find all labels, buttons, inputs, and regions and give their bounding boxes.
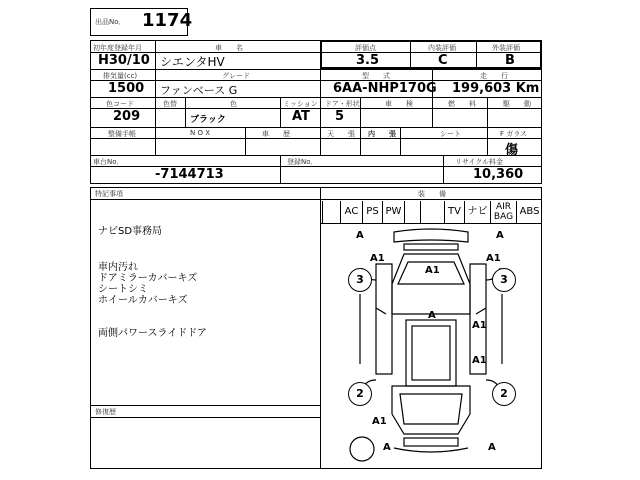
car-name-label: 車 名 (215, 44, 243, 52)
lot-label: 出品No． (95, 18, 126, 26)
wheel-rear-right: 2 (492, 382, 516, 406)
inspection-label: 車 検 (385, 100, 413, 108)
equip-airbag: AIR BAG (490, 201, 516, 223)
color-code-label: 色コード (106, 100, 134, 108)
mission: AT (292, 109, 310, 124)
damage-mark: A (383, 442, 391, 453)
color-label: 色 (230, 100, 237, 108)
wheel-front-left: 3 (348, 268, 372, 292)
score-label: 評価点 (355, 44, 376, 52)
damage-mark: A (356, 230, 364, 241)
reg-year-label: 初年度登録年月 (93, 44, 142, 52)
equip-pw: PW (382, 201, 404, 223)
grade: ファンベース G (160, 84, 238, 97)
glass: 傷 (505, 143, 519, 158)
damage-mark: A1 (486, 253, 501, 264)
equip-ps: PS (362, 201, 382, 223)
reg-year: H30/10 (98, 53, 150, 68)
chassis: -7144713 (155, 167, 224, 182)
maint-label: 整備手帳 (108, 130, 136, 138)
lot-number: 1174 (142, 10, 193, 31)
model-label: 型 式 (362, 72, 390, 80)
equip-ac: AC (340, 201, 362, 223)
inner-label: 内 張 (368, 130, 396, 138)
damage-mark: A1 (372, 416, 387, 427)
equip-navi: ナビ (464, 201, 490, 223)
damage-mark: A (496, 230, 504, 241)
interior-grade: C (438, 53, 448, 68)
damage-mark: A (488, 442, 496, 453)
note-line: 両側パワースライドドア (98, 328, 207, 339)
drive-label: 駆 動 (503, 100, 531, 108)
mileage-label: 走 行 (480, 72, 508, 80)
equip-tv: TV (444, 201, 464, 223)
damage-mark: A1 (425, 265, 440, 276)
model: 6AA-NHP170G (333, 81, 437, 96)
nox-label: N O X (190, 129, 210, 137)
doors: 5 (335, 109, 345, 124)
equipment-label: 装 備 (418, 190, 446, 198)
recycle: 10,360 (473, 167, 524, 182)
recycle-label: リサイクル料金 (455, 158, 504, 166)
displacement-label: 排気量(cc) (103, 72, 138, 80)
doors-label: ドア・形状 (325, 100, 360, 108)
score: 3.5 (356, 53, 380, 68)
interior-label: 内装評価 (428, 44, 456, 52)
chassis-label: 車台No． (93, 158, 124, 166)
note-line: ホイールカバーキズ (98, 295, 188, 306)
fuel-label: 燃 料 (448, 100, 476, 108)
notes-label: 特記事項 (95, 190, 123, 198)
displacement: 1500 (108, 81, 145, 96)
damage-mark: A1 (370, 253, 385, 264)
sunroof-label: 天 張 (327, 130, 355, 138)
reg-no-label: 登録No． (287, 158, 318, 166)
note-line: ナビSD事務局 (98, 226, 163, 237)
repair-label: 修復歴 (95, 408, 116, 416)
car-diagram (320, 224, 542, 469)
car-name: シエンタHV (160, 55, 225, 69)
wheel-front-right: 3 (492, 268, 516, 292)
damage-mark: A (428, 310, 436, 321)
damage-mark: A1 (472, 355, 487, 366)
exterior-grade: B (505, 53, 515, 68)
wheel-rear-left: 2 (348, 382, 372, 406)
mission-label: ミッション (283, 100, 318, 108)
color: ブラック (190, 115, 226, 125)
mileage: 199,603 Km (452, 81, 540, 96)
color-code: 209 (113, 109, 141, 124)
history-label: 車 歴 (262, 130, 290, 138)
note-line: 車内汚れ (98, 262, 138, 273)
glass-label: F ガラス (500, 130, 528, 138)
damage-mark: A1 (472, 320, 487, 331)
note-line: ドアミラーカバーキズ (98, 273, 198, 284)
note-line: シートシミ (98, 284, 148, 295)
sheet-label: シート (440, 130, 461, 138)
equip-abs: ABS (516, 201, 542, 223)
exterior-label: 外装評価 (492, 44, 520, 52)
color-change-label: 色替 (163, 100, 177, 108)
grade-label: グレード (222, 72, 250, 80)
